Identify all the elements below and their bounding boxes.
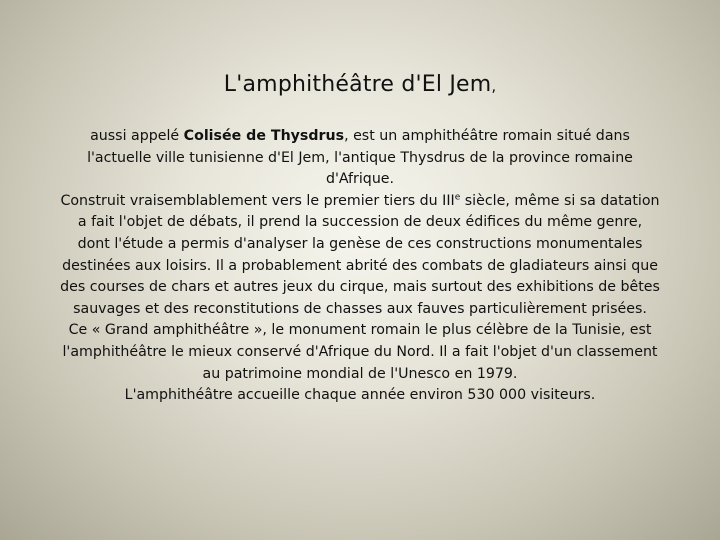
title-text: L'amphithéâtre d'El Jem [223, 72, 492, 97]
history-text-after: siècle, même si sa datation a fait l'objet de débats, il prend la succession de deux édifices du même genre, dont l'étude a permis d'analyser la genèse de ces constructions monumentales destinées aux loisirs. Il a probablement abrité des combats de gladiateurs ainsi que des courses de chars et autres jeux du cirque, mais surtout des exhibitions de bêtes sauvages et des reconstitutions de chasses aux fauves particulièrement prisées. [60, 192, 660, 317]
slide-body [60, 126, 660, 407]
paragraph-monument: Ce « Grand amphithéâtre », le monument romain le plus célèbre de la Tunisie, est l'amphithéâtre le mieux conservé d'Afrique du Nord. Il a fait l'objet d'un classement au patrimoine mondial de l'Unesco en 1979. [62, 322, 658, 382]
paragraph-visitors: L'amphithéâtre accueille chaque année environ 530 000 visiteurs. [124, 387, 596, 404]
intro-text-after: , est un amphithéâtre romain situé dans l'actuelle ville tunisienne d'El Jem, l'antique Thysdrus de la province romaine d'Afrique. [87, 128, 633, 188]
century-superscript: e [454, 192, 461, 203]
paragraph-history [60, 191, 660, 321]
slide-title [0, 72, 720, 97]
intro-emphasis: Colisée de Thysdrus [183, 128, 345, 144]
history-text-before: Construit vraisemblablement vers le premier tiers du III [60, 192, 455, 209]
intro-text-before: aussi appelé [90, 128, 184, 144]
title-comma: , [491, 77, 497, 95]
paragraph-intro [60, 126, 660, 191]
